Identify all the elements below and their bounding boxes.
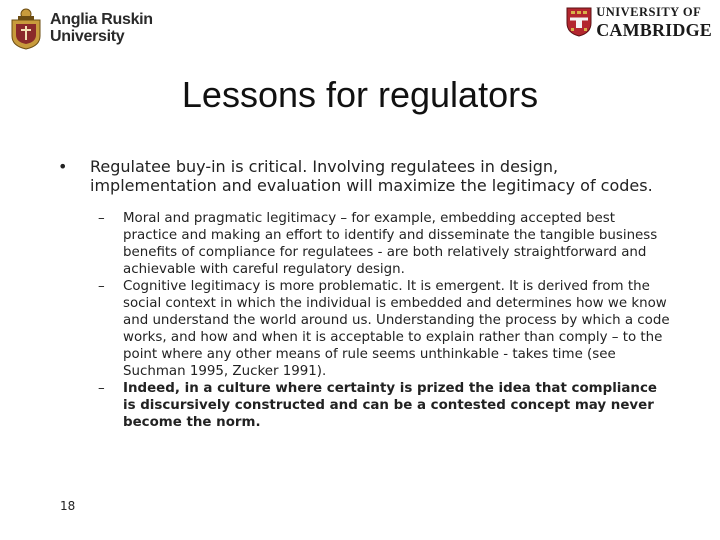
- main-bullet: [58, 157, 670, 195]
- slide-body: [58, 157, 670, 431]
- anglia-ruskin-wordmark: [50, 11, 153, 45]
- sub-bullet-text: Cognitive legitimacy is more problematic. It is emergent. It is derived from the social context in which the individual is embedded and determines how we know and understand the world around us. Understanding the process by which a code works, and how and when it is acceptable to explain rather than comply – to the point where any other means of rule seems unthinkable - takes time (see Suchman 1995, Zucker 1991).: [123, 279, 670, 379]
- dash-icon: –: [98, 211, 105, 226]
- anglia-ruskin-crest-icon: [8, 6, 44, 50]
- cambridge-wordmark: [596, 6, 712, 39]
- sub-bullet: [98, 210, 670, 278]
- sub-bullet-list: [58, 210, 670, 431]
- sub-bullet-text: Moral and pragmatic legitimacy – for example, embedding accepted best practice and making an effort to identify and disseminate the tangible business benefits of compliance for regulatees - are both relatively straightforward and achievable with careful regulatory design.: [123, 211, 658, 277]
- logo-right-line1: UNIVERSITY OF: [596, 5, 702, 19]
- slide-title: Lessons for regulators: [181, 74, 539, 115]
- sub-bullet: [98, 380, 670, 431]
- sub-bullet-text: Indeed, in a culture where certainty is prized the idea that compliance is discursively constructed and can be a contested concept may never become the norm.: [123, 381, 657, 430]
- logo-left-line1: Anglia Ruskin: [50, 11, 153, 28]
- anglia-ruskin-logo: [8, 6, 153, 50]
- bullet-icon: •: [58, 157, 68, 176]
- logo-left-line2: University: [50, 28, 125, 45]
- dash-icon: –: [98, 381, 105, 396]
- dash-icon: –: [98, 279, 105, 294]
- sub-bullet: [98, 278, 670, 380]
- logo-right-line2: CAMBRIDGE: [596, 19, 712, 40]
- main-bullet-text: Regulatee buy-in is critical. Involving regulatees in design, implementation and evaluation will maximize the legitimacy of codes.: [90, 157, 653, 195]
- cambridge-crest-icon: [566, 7, 592, 37]
- cambridge-logo: [566, 6, 712, 39]
- page-number: 18: [60, 499, 76, 513]
